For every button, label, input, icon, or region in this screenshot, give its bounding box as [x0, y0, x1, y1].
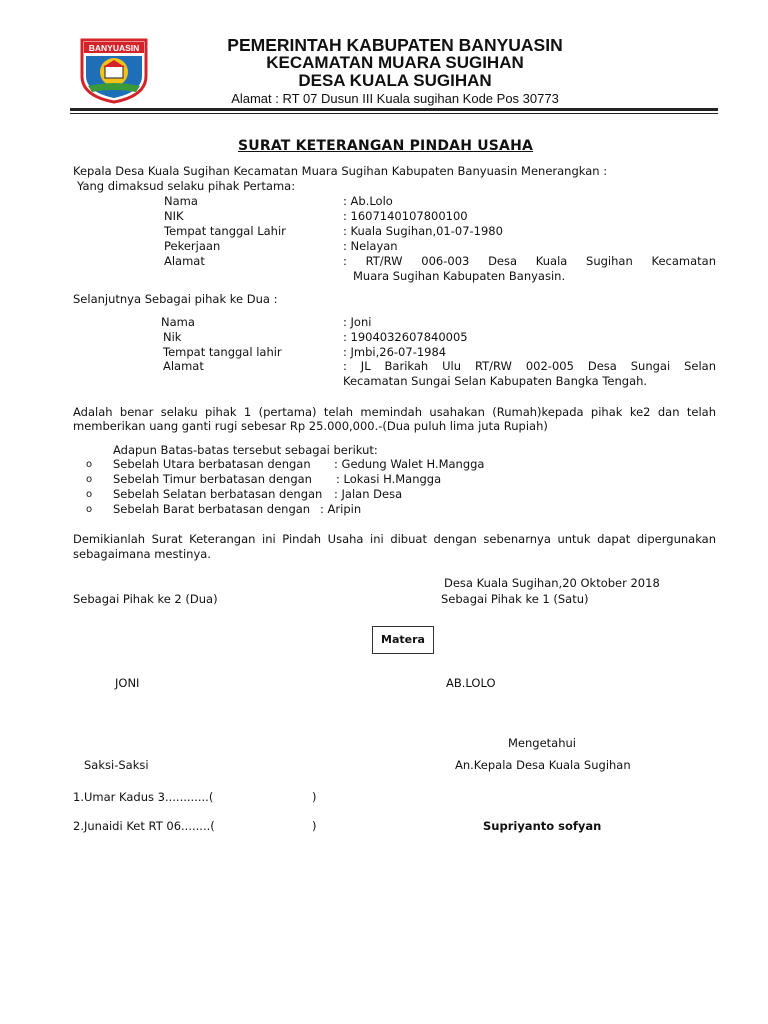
second-party-address-cont: Kecamatan Sungai Selan Kabupaten Bangka Tengah.: [343, 374, 648, 388]
closing-line-2: sebagaimana mestinya.: [73, 547, 211, 561]
list-bullet: o: [86, 504, 93, 515]
witnesses-label: Saksi-Saksi: [84, 758, 149, 772]
second-party-label: Alamat: [163, 359, 204, 373]
second-party-label: Nik: [163, 330, 182, 344]
boundaries-intro: Adapun Batas-batas tersebut sebagai berikut:: [113, 443, 378, 457]
first-party-label: Alamat: [164, 254, 205, 268]
first-party-value: : Kuala Sugihan,01-07-1980: [343, 224, 503, 238]
party2-label: Sebagai Pihak ke 2 (Dua): [73, 592, 218, 606]
header-address: Alamat : RT 07 Dusun III Kuala sugihan Kode Pos 30773: [231, 91, 559, 106]
witness-1-name: 1.Umar Kadus 3............(: [73, 790, 214, 804]
closing-line-1: Demikianlah Surat Keterangan ini Pindah Usaha ini dibuat dengan sebenarnya untuk dapat dipergunakan: [73, 532, 716, 546]
boundary-value: : Lokasi H.Mangga: [336, 472, 442, 486]
party1-name: AB.LOLO: [446, 676, 496, 690]
document-title: SURAT KETERANGAN PINDAH USAHA: [238, 138, 534, 154]
second-party-intro: Selanjutnya Sebagai pihak ke Dua :: [73, 292, 278, 306]
boundary-value: : Jalan Desa: [334, 487, 403, 501]
second-party-value: : Joni: [343, 315, 372, 329]
boundary-label: Sebelah Barat berbatasan dengan: [113, 502, 311, 516]
place-date: Desa Kuala Sugihan,20 Oktober 2018: [444, 576, 660, 590]
first-party-intro: Yang dimaksud selaku pihak Pertama:: [77, 179, 296, 193]
village-head-name: Supriyanto sofyan: [483, 819, 602, 833]
boundary-label: Sebelah Selatan berbatasan dengan: [113, 487, 323, 501]
first-party-label: Pekerjaan: [164, 239, 221, 253]
first-party-label: Tempat tanggal Lahir: [164, 224, 286, 238]
boundary-label: Sebelah Timur berbatasan dengan: [113, 472, 312, 486]
second-party-value: : 1904032607840005: [343, 330, 468, 344]
statement-line-1: Adalah benar selaku pihak 1 (pertama) telah memindah usahakan (Rumah)kepada pihak ke2 dan telah: [73, 405, 716, 419]
witness-2-name: 2.Junaidi Ket RT 06........(: [73, 819, 215, 833]
header-line-1: PEMERINTAH KABUPATEN BANYUASIN: [227, 35, 563, 55]
statement-line-2: memberikan uang ganti rugi sebesar Rp 25.000,000.-(Dua puluh lima juta Rupiah): [73, 419, 548, 433]
second-party-address: : JL Barikah Ulu RT/RW 002-005 Desa Sungai Selan: [343, 359, 716, 373]
boundary-value: : Gedung Walet H.Mangga: [334, 457, 485, 471]
boundary-value: : Aripin: [320, 502, 362, 516]
first-party-value: : Ab.Lolo: [343, 194, 393, 208]
party1-label: Sebagai Pihak ke 1 (Satu): [441, 592, 589, 606]
second-party-value: : Jmbi,26-07-1984: [343, 345, 447, 359]
logo-text: BANYUASIN: [88, 43, 140, 53]
witness-1-close: ): [312, 790, 317, 804]
list-bullet: o: [86, 489, 93, 500]
first-party-label: Nama: [164, 194, 198, 208]
mengetahui-label: Mengetahui: [508, 736, 576, 750]
first-party-value: : Nelayan: [343, 239, 398, 253]
intro-text: Kepala Desa Kuala Sugihan Kecamatan Muara Sugihan Kabupaten Banyuasin Menerangkan :: [73, 164, 608, 178]
header-line-2: KECAMATAN MUARA SUGIHAN: [266, 53, 524, 72]
header-rule-thick: [70, 108, 718, 111]
materai-box: [372, 626, 434, 654]
first-party-address: : RT/RW 006-003 Desa Kuala Sugihan Kecamatan: [343, 254, 716, 268]
boundary-label: Sebelah Utara berbatasan dengan: [113, 457, 311, 471]
witness-2-close: ): [312, 819, 317, 833]
list-bullet: o: [86, 459, 93, 470]
header-line-3: DESA KUALA SUGIHAN: [298, 71, 492, 90]
second-party-label: Tempat tanggal lahir: [163, 345, 282, 359]
first-party-label: NIK: [164, 209, 184, 223]
materai-label: Matera: [381, 633, 425, 646]
first-party-address-cont: Muara Sugihan Kabupaten Banyasin.: [353, 269, 566, 283]
village-head-label: An.Kepala Desa Kuala Sugihan: [455, 758, 631, 772]
header-rule-thin: [70, 113, 718, 114]
banyuasin-logo: [80, 36, 148, 104]
second-party-label: Nama: [161, 315, 195, 329]
list-bullet: o: [86, 474, 93, 485]
party2-name: JONI: [115, 676, 140, 690]
first-party-value: : 1607140107800100: [343, 209, 468, 223]
